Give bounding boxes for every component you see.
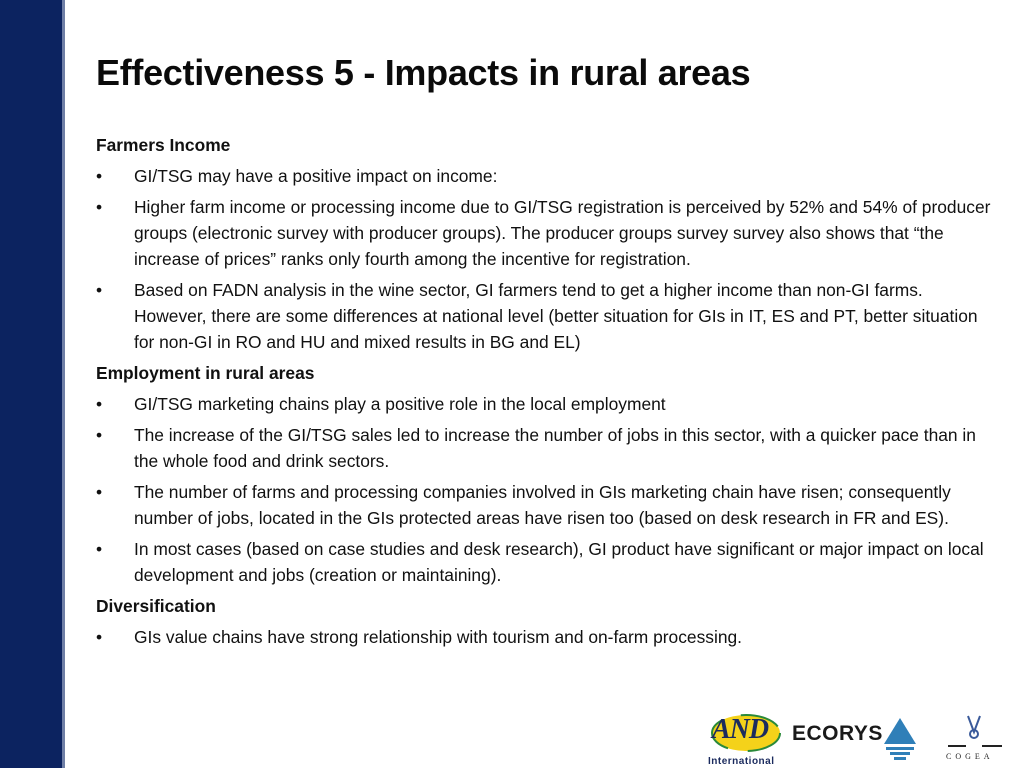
bullet-text: Higher farm income or processing income due to GI/TSG registration is perceived by 52% and 54% of producer groups (electronic survey with producer groups). The producer groups survey survey also shows that “the increase of prices” ranks only fourth among the incentive for registration. <box>134 197 991 269</box>
bullet-item <box>96 536 996 588</box>
cogea-emblem-icon <box>940 712 1010 752</box>
and-international-logo <box>706 710 790 768</box>
sidebar-band <box>0 0 62 768</box>
bullet-text: GIs value chains have strong relationship with tourism and on-farm processing. <box>134 627 743 647</box>
slide-title: Effectiveness 5 - Impacts in rural areas <box>96 52 751 93</box>
bullet-icon: • <box>96 425 103 445</box>
bullet-icon: • <box>96 280 103 300</box>
bullet-icon: • <box>96 394 103 414</box>
bullet-text: In most cases (based on case studies and desk research), GI product have significant or major impact on local development and jobs (creation or maintaining). <box>134 539 984 585</box>
bullet-item <box>96 163 996 189</box>
bullet-icon: • <box>96 539 103 559</box>
logo-strip <box>700 708 1020 768</box>
bullet-item <box>96 194 996 272</box>
ecorys-triangle-icon <box>882 714 918 762</box>
bullet-icon: • <box>96 197 103 217</box>
ecorys-logo <box>792 722 922 762</box>
cogea-logo <box>940 712 1010 768</box>
and-logo-mark: AND <box>712 714 769 745</box>
bullet-text: The number of farms and processing companies involved in GIs marketing chain have risen; consequently number of jobs, located in the GIs protected areas have risen too (based on desk research in FR and ES). <box>134 482 951 528</box>
slide-content <box>96 132 996 655</box>
bullet-text: GI/TSG marketing chains play a positive role in the local employment <box>134 394 666 414</box>
bullet-item <box>96 479 996 531</box>
section-heading-diversification: Diversification <box>96 596 216 616</box>
bullet-text: The increase of the GI/TSG sales led to increase the number of jobs in this sector, with a quicker pace than in the whole food and drink sectors. <box>134 425 976 471</box>
section-heading-employment: Employment in rural areas <box>96 363 315 383</box>
and-logo-text: International <box>708 756 775 767</box>
bullet-item <box>96 422 996 474</box>
bullet-icon: • <box>96 482 103 502</box>
bullet-item <box>96 391 996 417</box>
ecorys-logo-text: ECORYS <box>792 722 883 745</box>
bullet-item <box>96 624 996 650</box>
bullet-icon: • <box>96 627 103 647</box>
section-heading-farmers-income: Farmers Income <box>96 135 231 155</box>
bullet-text: Based on FADN analysis in the wine sector, GI farmers tend to get a higher income than non-GI farms. However, there are some differences at national level (better situation for GIs in IT, ES and PT, better situation for non-GI in RO and HU and mixed results in BG and EL) <box>134 280 978 352</box>
cogea-logo-text: COGEA <box>946 752 994 761</box>
bullet-icon: • <box>96 166 103 186</box>
sidebar-edge <box>62 0 65 768</box>
bullet-item <box>96 277 996 355</box>
bullet-text: GI/TSG may have a positive impact on income: <box>134 166 498 186</box>
